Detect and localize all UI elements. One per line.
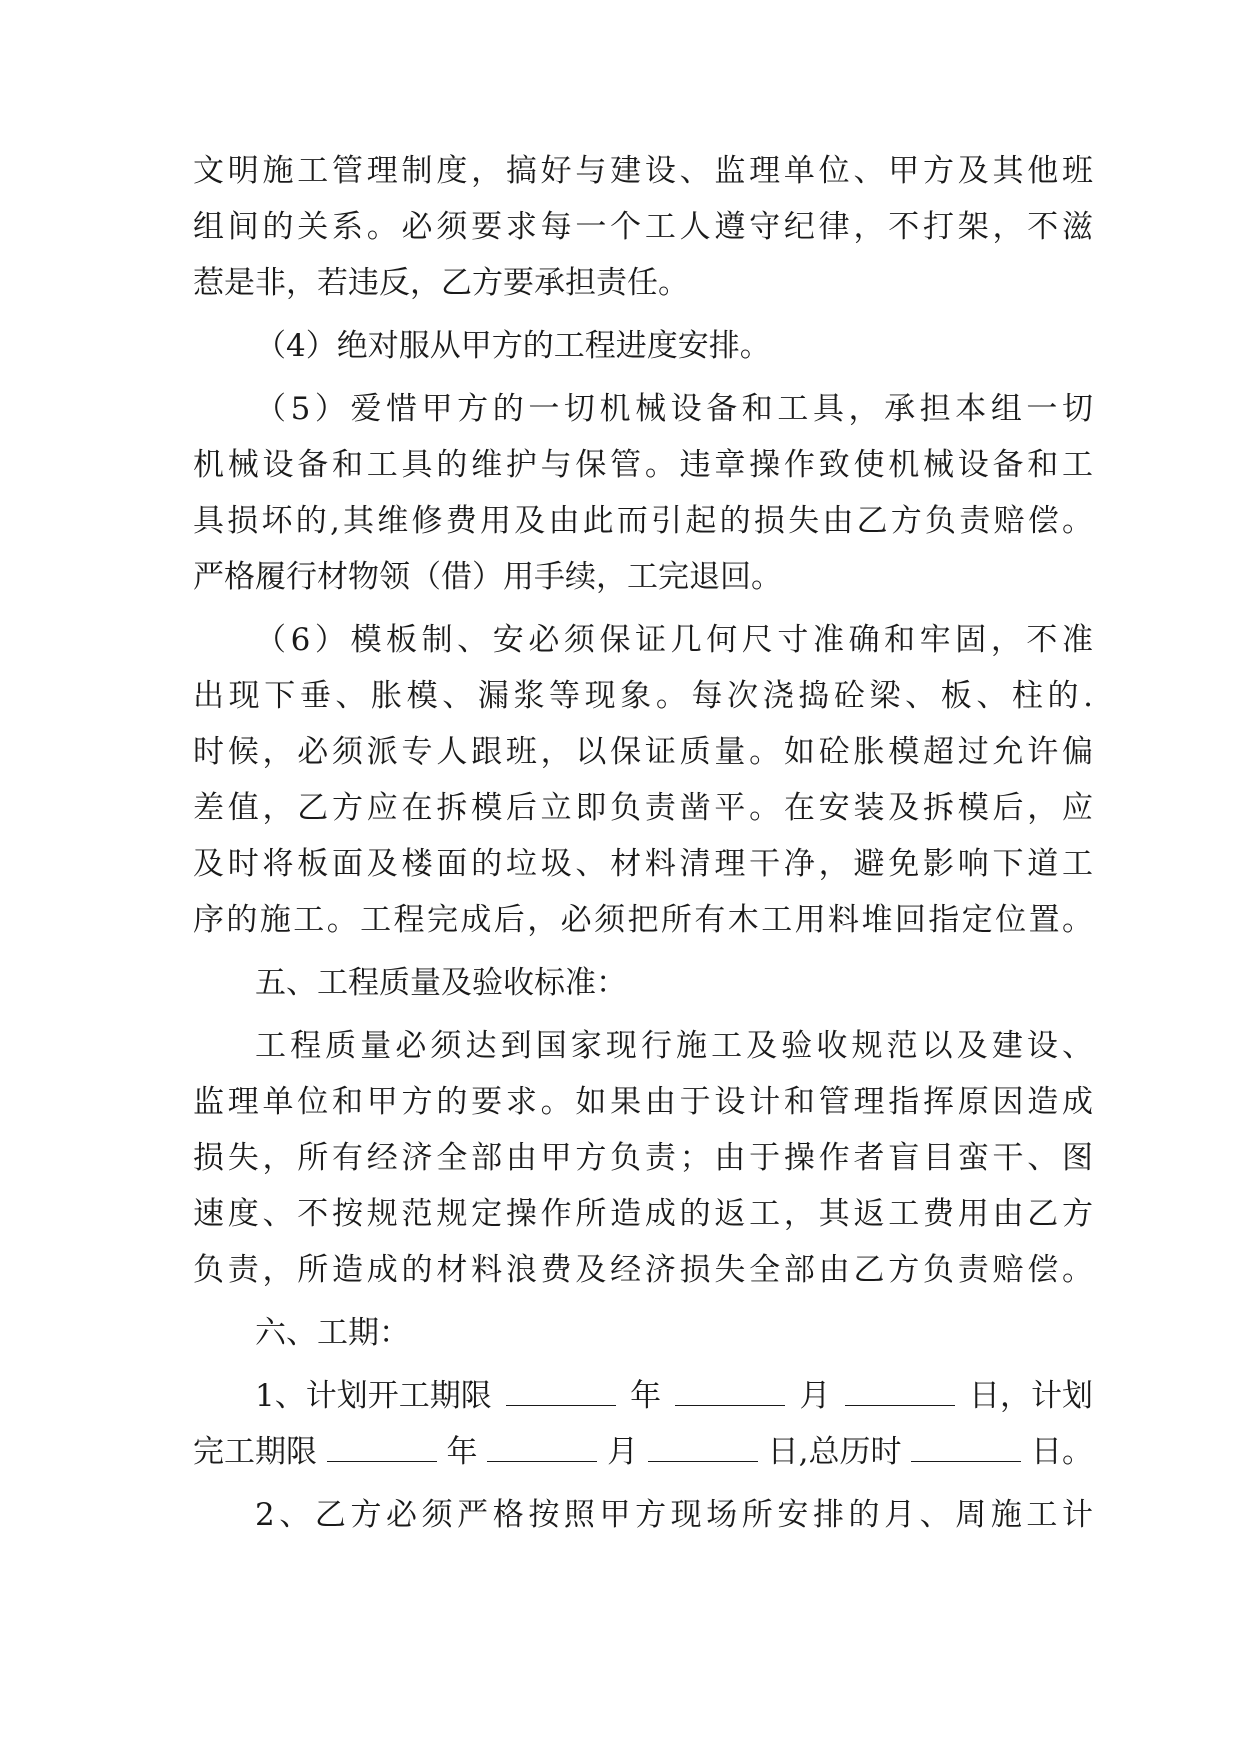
- paragraph-line: 损失，所有经济全部由甲方负责；由于操作者盲目蛮干、图: [193, 1140, 1093, 1176]
- section-heading-quality: 五、工程质量及验收标准：: [255, 965, 627, 1001]
- year-blank: [506, 1375, 616, 1406]
- schedule-end-prefix: 完工期限: [193, 1434, 317, 1470]
- paragraph-line: 文明施工管理制度，搞好与建设、监理单位、甲方及其他班: [193, 153, 1093, 189]
- paragraph-line: 负责，所造成的材料浪费及经济损失全部由乙方负责赔偿。: [193, 1252, 1093, 1288]
- duration-end-label: 日。: [1030, 1434, 1093, 1470]
- paragraph-line: 速度、不按规范规定操作所造成的返工，其返工费用由乙方: [193, 1196, 1093, 1232]
- schedule-line-start: [255, 1368, 1093, 1424]
- paragraph-line: 及时将板面及楼面的垃圾、材料清理干净，避免影响下道工: [193, 846, 1093, 882]
- paragraph-line: 出现下垂、胀模、漏浆等现象。每次浇捣砼梁、板、柱的.: [193, 678, 1093, 714]
- paragraph-line: 2、乙方必须严格按照甲方现场所安排的月、周施工计: [255, 1497, 1093, 1533]
- day-label: 日,总历时: [767, 1434, 902, 1470]
- paragraph-line: 惹是非，若违反，乙方要承担责任。: [193, 265, 689, 301]
- month-label: 月: [799, 1378, 831, 1414]
- duration-blank: [911, 1431, 1021, 1462]
- paragraph-line: 序的施工。工程完成后，必须把所有木工用料堆回指定位置。: [193, 902, 1093, 938]
- paragraph-line: 具损坏的,其维修费用及由此而引起的损失由乙方负责赔偿。: [193, 503, 1093, 539]
- month-blank: [487, 1431, 597, 1462]
- paragraph-line: 严格履行材物领（借）用手续，工完退回。: [193, 559, 782, 595]
- paragraph-line: 监理单位和甲方的要求。如果由于设计和管理指挥原因造成: [193, 1084, 1093, 1120]
- day-blank: [845, 1375, 955, 1406]
- paragraph-line: 组间的关系。必须要求每一个工人遵守纪律，不打架，不滋: [193, 209, 1093, 245]
- year-blank: [327, 1431, 437, 1462]
- section-heading-schedule: 六、工期：: [255, 1315, 410, 1351]
- month-blank: [675, 1375, 785, 1406]
- day-blank: [648, 1431, 758, 1462]
- paragraph-line: 差值，乙方应在拆模后立即负责凿平。在安装及拆模后，应: [193, 790, 1093, 826]
- clause-6: （6）模板制、安必须保证几何尺寸准确和牢固，不准: [255, 622, 1093, 658]
- clause-4: （4）绝对服从甲方的工程进度安排。: [255, 328, 771, 364]
- month-label: 月: [607, 1434, 639, 1470]
- paragraph-line: 工程质量必须达到国家现行施工及验收规范以及建设、: [255, 1028, 1093, 1064]
- schedule-line-end: [193, 1424, 1093, 1480]
- clause-5: （5）爱惜甲方的一切机械设备和工具，承担本组一切: [255, 391, 1093, 427]
- day-label: 日，计划: [968, 1378, 1093, 1414]
- paragraph-line: 机械设备和工具的维护与保管。违章操作致使机械设备和工: [193, 447, 1093, 483]
- year-label: 年: [446, 1434, 478, 1470]
- year-label: 年: [630, 1378, 662, 1414]
- schedule-start-prefix: 1、计划开工期限: [255, 1378, 492, 1414]
- paragraph-line: 时候，必须派专人跟班，以保证质量。如砼胀模超过允许偏: [193, 734, 1093, 770]
